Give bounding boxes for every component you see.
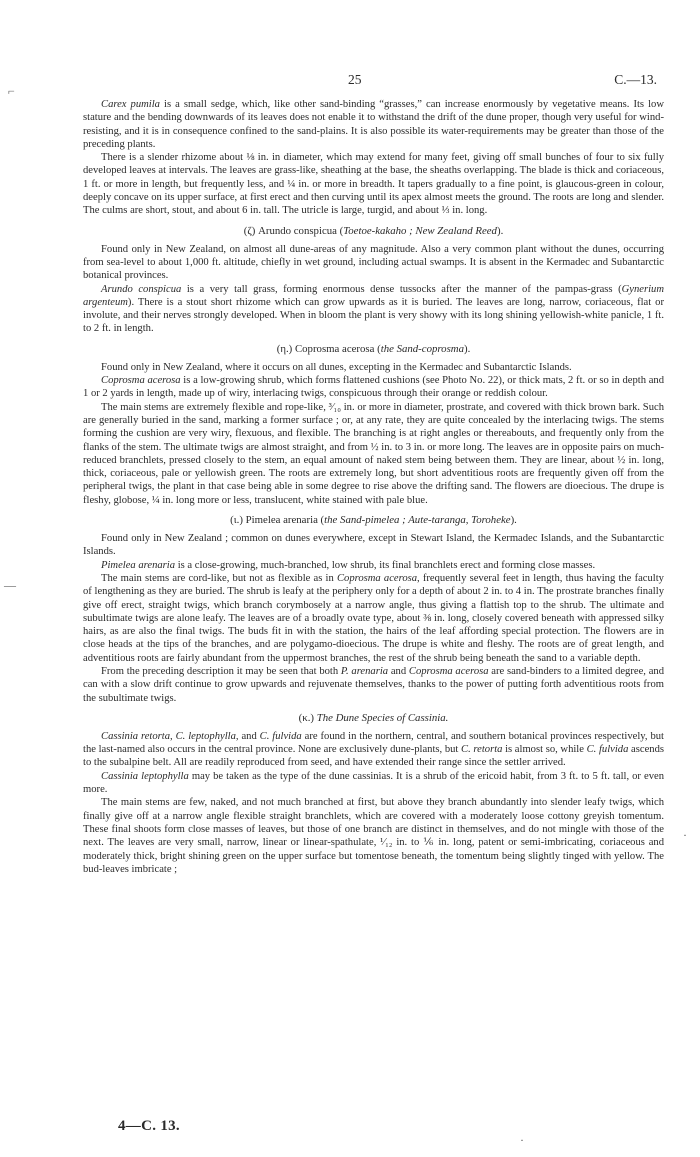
document-reference: C.—13. xyxy=(614,72,657,87)
margin-mark-dash: — xyxy=(4,578,16,592)
heading-text: (η.) Coprosma acerosa ( xyxy=(276,342,381,355)
species-name: P. arenaria xyxy=(340,665,389,677)
heading-title: The Dune Species of Cassinia. xyxy=(316,711,449,724)
section-heading-pimelea xyxy=(83,514,664,527)
paragraph-text: and xyxy=(388,665,409,677)
heading-text-end: ). xyxy=(510,514,517,527)
species-name: Carex pumila xyxy=(101,99,160,110)
paragraph-cassinia-stems: The main stems are few, naked, and not much branched at first, but above they branch abundantly into slender leafy twigs, which finally give off at a narrow angle flexible straight branchlets, which are covered with a moderately loose cottony greyish tomentum. These final shoots form close masses of leaves, but those of one branch are distinct in themselves, and do not mingle with those of the next. The leaves are very small, narrow, linear or linear-spathulate, ¹⁄₁₂ in. to ⅙ in. long, patent or semi-imbricating, coriaceous and moderately thick, bright shining green on the upper surface but tomentose beneath, the tomentum being slightly tinged with yellow. The bud-leaves imbricate ; xyxy=(83,797,664,875)
paragraph-text: are found in the northern, central, and southern botanical provinces respectively, but the last-named also occurs in the central province. None are exclusively dune-plants, but xyxy=(83,730,664,756)
heading-text-end: ). xyxy=(463,342,471,355)
paragraph-cassinia-type xyxy=(83,770,664,797)
paragraph-text: The main stems are cord-like, but not as flexible as in xyxy=(101,572,337,584)
paragraph-text: From the preceding description it may be seen that both xyxy=(101,665,341,677)
page-body xyxy=(83,98,664,876)
page-footer-signature: 4—C. 13. xyxy=(118,1118,180,1134)
species-name: Gynerium argenteum xyxy=(83,283,665,308)
paragraph-text: is a close-growing, much-branched, low shrub, its final branchlets erect and forming close masses. xyxy=(175,559,596,571)
paragraph-pimelea-distribution: Found only in New Zealand ; common on dunes everywhere, except in Stewart Island, the Kermadec Islands, and the Subantarctic Islands. xyxy=(83,533,664,558)
paragraph-sand-binders xyxy=(83,665,664,705)
paragraph-coprosma-description xyxy=(83,374,664,401)
species-name: C. fulvida xyxy=(586,744,629,756)
paragraph-cassinia-species xyxy=(83,730,664,770)
paragraph-text: , frequently several feet in length, thus having the faculty of lengthening as they are buried. The shrub is leafy at the periphery only for a depth of about 2 in. to 4 in. The prostrate branches finally give off erect, straight twigs, which branch corymbosely at a narrow angle, thus giving a flattish top to the shrub. The ultimate and subultimate twigs are alone leafy. The leaves are of a broadly ovate type, about ⅜ in. long, closely covered beneath with appressed silky hairs, as are also the final twigs. The buds fit in with the station, the hairs of the leaf affording special protection. The flowers are in close heads at the tips of the branches, and are polygamo-dioecious. The drupe is white and fleshy. The roots are of great length, and adventitious roots are fairly abundant from the uppermost branches, the rest of the shrub being beneath the sand to a variable depth. xyxy=(83,572,664,664)
heading-text: (κ.) xyxy=(298,711,317,724)
paragraph-carex-rhizome: There is a slender rhizome about ⅛ in. in diameter, which may extend for many feet, giving off small bunches of four to six fully developed leaves at intervals. The leaves are grass-like, sheathing at the base, the sheaths overlapping. The blade is thick and coriaceous, 1 ft. or more in length, but frequently less, and ¼ in. or more in breadth. It tapers gradually to a fine point, is glaucous-green in colour, deeply concave on its upper surface, at first erect and then curving until its apex almost meets the ground. The roots are long and slender. The culms are short, stout, and about 6 in. tall. The utricle is large, turgid, and about ⅓ in. long. xyxy=(83,152,664,217)
heading-common-name: Toetoe-kakaho ; New Zealand Reed xyxy=(343,224,497,237)
paragraph-carex-intro xyxy=(83,98,664,151)
paragraph-text: may be taken as the type of the dune cassinias. It is a shrub of the ericoid habit, from 3 ft. to 5 ft. tall, or even more. xyxy=(83,770,664,796)
paragraph-text: is a very tall grass, forming enormous dense tussocks after the manner of the pampas-grass ( xyxy=(181,283,622,295)
paragraph-arundo-description xyxy=(83,283,664,336)
heading-text: (ι.) Pimelea arenaria ( xyxy=(230,514,325,527)
page-header xyxy=(90,72,657,92)
paragraph-text: ). There is a stout short rhizome which can grow upwards as it is buried. The leaves are long, narrow, coriaceous, flat or involute, and their nerves strongly developed. When in bloom the plant is very showy with its long shining yellowish-white panicle, 1 ft. to 2 ft. in length. xyxy=(83,296,664,335)
species-name: Arundo conspicua xyxy=(101,283,182,295)
species-name: Coprosma acerosa xyxy=(336,572,418,584)
heading-text-end: ). xyxy=(496,224,504,237)
paragraph-arundo-distribution: Found only in New Zealand, on almost all dune-areas of any magnitude. Also a very common plant without the dunes, occurring from sea-level to about 1,000 ft. altitude, chiefly in wet ground, including actual swamps. It is absent in the Kermadec and Subantarctic botanical provinces. xyxy=(83,243,664,282)
margin-mark-dot-bottom: · xyxy=(520,1133,524,1147)
section-heading-cassinia xyxy=(83,712,664,725)
heading-text: (ζ) Arundo conspicua ( xyxy=(243,224,344,237)
species-name: Pimelea arenaria xyxy=(101,559,176,571)
paragraph-text: and xyxy=(238,730,260,742)
page-number: 25 xyxy=(348,72,362,87)
species-name: C. retorta xyxy=(461,744,503,756)
paragraph-text: is almost so, while xyxy=(502,744,587,756)
section-heading-arundo xyxy=(83,225,664,238)
margin-mark-dot-right: · xyxy=(683,828,687,842)
paragraph-pimelea-description xyxy=(83,559,664,572)
species-name: C. fulvida xyxy=(259,730,302,742)
heading-common-name: the Sand-coprosma xyxy=(380,342,464,355)
paragraph-coprosma-stems: The main stems are extremely flexible and rope-like, ³⁄₁₀ in. or more in diameter, prostrate, and covered with thick brown bark. Such are generally buried in the sand, marking a former surface ; or, at any rate, they are quite concealed by the interlacing twigs. The stems forming the cushion are very wiry, flexuous, and flexible. The branching is at right angles or thereabouts, and frequently only from the flanks of the stem. The ultimate twigs are almost straight, and from ½ in. to 3 in. or more long. The leaves are in opposite pairs on much-reduced branchlets, pressed closely to the stem, an equal amount of naked stem being between them. They are linear, about ½ in. long, thick, coriaceous, pale or yellowish green. The roots are extremely long, but short adventitious roots are frequently given off from the peripheral twigs, the plant in that case being able in some degree to rise above the drifting sand. The flowers are dioecious. The drupe is fleshy, globose, ¼ in. long more or less, translucent, white stained with pale blue. xyxy=(83,401,664,506)
species-name: Coprosma acerosa xyxy=(408,665,489,677)
paragraph-text: are sand-binders to a limited degree, and can with a slow drift continue to grow upwards and rejuvenate themselves, thanks to the power of putting forth adventitious roots from the subultimate twigs. xyxy=(83,665,664,704)
paragraph-text: is a small sedge, which, like other sand-binding “grasses,” can increase enormously by vegetative means. Its low stature and the bending downwards of its leaves does not enable it to withstand the drift of the dune proper, though very useful for wind-resisting, and it is in consequence confined to the sand-plains. It is also possible its water-requirements may be greater than those of the preceding plants. xyxy=(83,99,664,150)
species-name: Coprosma acerosa xyxy=(101,375,181,387)
paragraph-text: is a low-growing shrub, which forms flattened cushions (see Photo No. 22), or thick mats, 2 ft. or so in depth and 1 or 2 yards in length, made up of wiry, interlacing twigs, conspicuous through their orange or reddish colour. xyxy=(83,375,664,400)
species-name: Cassinia leptophylla xyxy=(101,770,189,782)
margin-mark-top-left: ⌐ xyxy=(8,84,15,98)
species-name: Cassinia retorta, C. leptophylla, xyxy=(101,730,239,742)
heading-common-name: the Sand-pimelea ; Aute-taranga, Toroheke xyxy=(324,514,511,527)
paragraph-coprosma-distribution: Found only in New Zealand, where it occurs on all dunes, excepting in the Kermadec and Subantarctic Islands. xyxy=(101,361,572,373)
paragraph-text: ascends to the subalpine belt. All are readily reproduced from seed, and have extended their range since the settler arrived. xyxy=(83,744,665,769)
paragraph-pimelea-stems xyxy=(83,572,664,665)
section-heading-coprosma xyxy=(83,343,664,356)
